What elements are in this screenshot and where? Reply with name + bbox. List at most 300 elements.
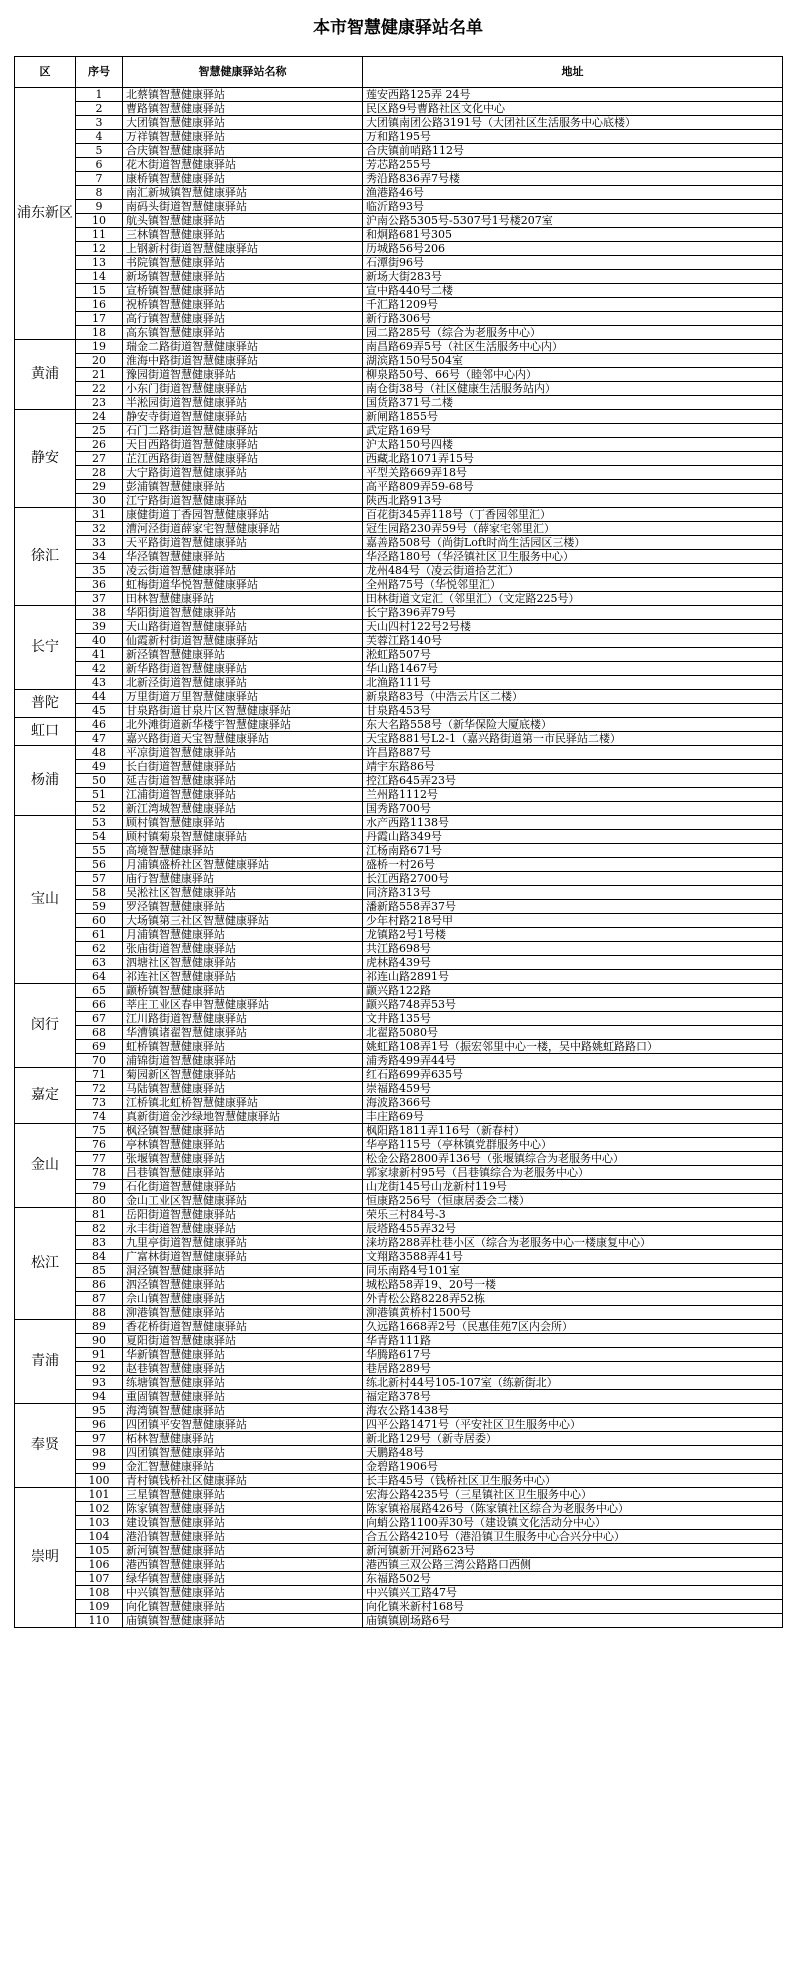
header-address: 地址 [363,57,783,88]
district-cell: 虹口 [15,718,76,746]
station-name: 长白街道智慧健康驿站 [123,760,363,774]
station-name: 岳阳街道智慧健康驿站 [123,1208,363,1222]
row-number: 82 [76,1222,123,1236]
table-row [15,760,783,774]
station-address: 芙蓉江路140号 [363,634,783,648]
station-address: 嘉善路508号（尚街Loft时尚生活园区三楼） [363,536,783,550]
row-number: 50 [76,774,123,788]
table-row [15,340,783,354]
station-address: 少年村路218号甲 [363,914,783,928]
station-name: 航头镇智慧健康驿站 [123,214,363,228]
row-number: 81 [76,1208,123,1222]
row-number: 26 [76,438,123,452]
row-number: 39 [76,620,123,634]
station-name: 香花桥街道智慧健康驿站 [123,1320,363,1334]
station-address: 虎林路439号 [363,956,783,970]
station-name: 祁连社区智慧健康驿站 [123,970,363,984]
row-number: 20 [76,354,123,368]
table-row [15,228,783,242]
station-name: 甘泉路街道甘泉片区智慧健康驿站 [123,704,363,718]
station-name: 庙行智慧健康驿站 [123,872,363,886]
station-name: 马陆镇智慧健康驿站 [123,1082,363,1096]
station-address: 万和路195号 [363,130,783,144]
station-address: 田林街道文定汇（邻里汇）（文定路225号） [363,592,783,606]
station-address: 松金公路2800弄136号（张堰镇综合为老服务中心） [363,1152,783,1166]
row-number: 106 [76,1558,123,1572]
table-row [15,1180,783,1194]
row-number: 90 [76,1334,123,1348]
station-address: 沪太路150号四楼 [363,438,783,452]
station-address: 南仓街38号（社区健康生活服务站内） [363,382,783,396]
table-row [15,1530,783,1544]
station-name: 金汇智慧健康驿站 [123,1460,363,1474]
station-name: 四团镇智慧健康驿站 [123,1446,363,1460]
table-row [15,116,783,130]
station-name: 华漕镇诸翟智慧健康驿站 [123,1026,363,1040]
station-name: 万祥镇智慧健康驿站 [123,130,363,144]
table-row [15,886,783,900]
row-number: 41 [76,648,123,662]
station-name: 北蔡镇智慧健康驿站 [123,88,363,102]
station-address: 甘泉路453号 [363,704,783,718]
row-number: 30 [76,494,123,508]
station-address: 长宁路396弄79号 [363,606,783,620]
table-row [15,144,783,158]
table-row [15,844,783,858]
station-address: 练北新村44号105-107室（练新街北） [363,1376,783,1390]
station-address: 南昌路69弄5号（社区生活服务中心内） [363,340,783,354]
station-name: 彭浦镇智慧健康驿站 [123,480,363,494]
row-number: 6 [76,158,123,172]
station-name: 大团镇智慧健康驿站 [123,116,363,130]
station-name: 泖港镇智慧健康驿站 [123,1306,363,1320]
table-row [15,676,783,690]
table-row [15,872,783,886]
station-name: 柘林智慧健康驿站 [123,1432,363,1446]
station-address: 金碧路1906号 [363,1460,783,1474]
row-number: 71 [76,1068,123,1082]
station-address: 平型关路669弄18号 [363,466,783,480]
station-name: 中兴镇智慧健康驿站 [123,1586,363,1600]
station-address: 福定路378号 [363,1390,783,1404]
table-row [15,1096,783,1110]
station-table [14,56,783,1628]
station-name: 港沿镇智慧健康驿站 [123,1530,363,1544]
table-row [15,396,783,410]
station-address: 沪南公路5305号-5307号1号楼207室 [363,214,783,228]
station-name: 淮海中路街道智慧健康驿站 [123,354,363,368]
station-address: 武定路169号 [363,424,783,438]
station-name: 港西镇智慧健康驿站 [123,1558,363,1572]
table-row [15,1586,783,1600]
station-name: 华阳街道智慧健康驿站 [123,606,363,620]
table-row [15,1390,783,1404]
row-number: 103 [76,1516,123,1530]
row-number: 102 [76,1502,123,1516]
table-row [15,494,783,508]
table-row [15,1362,783,1376]
station-address: 共江路698号 [363,942,783,956]
table-row [15,1110,783,1124]
table-row [15,284,783,298]
row-number: 11 [76,228,123,242]
station-name: 浦锦街道智慧健康驿站 [123,1054,363,1068]
table-row [15,802,783,816]
table-row [15,466,783,480]
table-row [15,620,783,634]
station-address: 辰塔路455弄32号 [363,1222,783,1236]
row-number: 8 [76,186,123,200]
table-row [15,634,783,648]
station-name: 广富林街道智慧健康驿站 [123,1250,363,1264]
station-address: 巷居路289号 [363,1362,783,1376]
table-row [15,1026,783,1040]
station-name: 万里街道万里智慧健康驿站 [123,690,363,704]
table-row [15,914,783,928]
row-number: 12 [76,242,123,256]
row-number: 32 [76,522,123,536]
row-number: 22 [76,382,123,396]
station-name: 向化镇智慧健康驿站 [123,1600,363,1614]
table-row [15,592,783,606]
station-name: 大场镇第三社区智慧健康驿站 [123,914,363,928]
station-address: 龙镇路2号1号楼 [363,928,783,942]
table-row [15,1012,783,1026]
row-number: 35 [76,564,123,578]
station-name: 上钢新村街道智慧健康驿站 [123,242,363,256]
table-row [15,970,783,984]
station-address: 华山路1467号 [363,662,783,676]
station-address: 海波路366号 [363,1096,783,1110]
table-row [15,1418,783,1432]
station-address: 控江路645弄23号 [363,774,783,788]
station-name: 合庆镇智慧健康驿站 [123,144,363,158]
station-name: 三林镇智慧健康驿站 [123,228,363,242]
table-row [15,130,783,144]
station-name: 豫园街道智慧健康驿站 [123,368,363,382]
row-number: 72 [76,1082,123,1096]
row-number: 43 [76,676,123,690]
station-name: 曹路镇智慧健康驿站 [123,102,363,116]
district-cell: 长宁 [15,606,76,690]
table-row [15,1614,783,1628]
row-number: 1 [76,88,123,102]
station-name: 江桥镇北虹桥智慧健康驿站 [123,1096,363,1110]
row-number: 65 [76,984,123,998]
station-name: 绿华镇智慧健康驿站 [123,1572,363,1586]
table-row [15,1572,783,1586]
table-row [15,1264,783,1278]
station-address: 全州路75号（华悦邻里汇） [363,578,783,592]
station-name: 大宁路街道智慧健康驿站 [123,466,363,480]
table-row [15,1222,783,1236]
table-row [15,354,783,368]
table-row [15,690,783,704]
station-address: 合庆镇前哨路112号 [363,144,783,158]
station-name: 新华路街道智慧健康驿站 [123,662,363,676]
row-number: 92 [76,1362,123,1376]
station-name: 虹梅街道华悦智慧健康驿站 [123,578,363,592]
row-number: 59 [76,900,123,914]
station-address: 枫阳路1811弄116号（新春村） [363,1124,783,1138]
station-address: 庙镇镇剧场路6号 [363,1614,783,1628]
station-address: 中兴镇兴工路47号 [363,1586,783,1600]
table-row [15,1054,783,1068]
row-number: 4 [76,130,123,144]
station-name: 华新镇智慧健康驿站 [123,1348,363,1362]
station-address: 华腾路617号 [363,1348,783,1362]
station-address: 泖港镇黄桥村1500号 [363,1306,783,1320]
row-number: 31 [76,508,123,522]
station-address: 荣乐三村84号-3 [363,1208,783,1222]
station-name: 月浦镇智慧健康驿站 [123,928,363,942]
station-address: 新行路306号 [363,312,783,326]
table-row [15,158,783,172]
station-name: 南汇新城镇智慧健康驿站 [123,186,363,200]
row-number: 14 [76,270,123,284]
table-row [15,1306,783,1320]
station-address: 四平公路1471号（平安社区卫生服务中心） [363,1418,783,1432]
station-name: 泗泾镇智慧健康驿站 [123,1278,363,1292]
table-row [15,928,783,942]
station-address: 文翔路3588弄41号 [363,1250,783,1264]
station-name: 新场镇智慧健康驿站 [123,270,363,284]
row-number: 42 [76,662,123,676]
station-address: 海农公路1438号 [363,1404,783,1418]
station-address: 外青松公路8228弄52栋 [363,1292,783,1306]
row-number: 28 [76,466,123,480]
station-name: 江浦街道智慧健康驿站 [123,788,363,802]
row-number: 38 [76,606,123,620]
table-row [15,1600,783,1614]
station-address: 国货路371号二楼 [363,396,783,410]
station-name: 高行镇智慧健康驿站 [123,312,363,326]
table-row [15,1068,783,1082]
station-address: 山龙街145号山龙新村119号 [363,1180,783,1194]
station-address: 向蛸公路1100弄30号（建设镇文化活动分中心） [363,1516,783,1530]
station-name: 南码头街道智慧健康驿站 [123,200,363,214]
table-row [15,998,783,1012]
row-number: 10 [76,214,123,228]
table-row [15,1516,783,1530]
table-row [15,1166,783,1180]
station-name: 石化街道智慧健康驿站 [123,1180,363,1194]
row-number: 25 [76,424,123,438]
station-address: 秀沿路836弄7号楼 [363,172,783,186]
station-name: 建设镇智慧健康驿站 [123,1516,363,1530]
station-address: 高平路809弄59-68号 [363,480,783,494]
station-address: 颛兴路748弄53号 [363,998,783,1012]
station-name: 新河镇智慧健康驿站 [123,1544,363,1558]
station-address: 石潭街96号 [363,256,783,270]
station-address: 宏海公路4235号（三星镇社区卫生服务中心） [363,1488,783,1502]
table-row [15,942,783,956]
row-number: 56 [76,858,123,872]
row-number: 68 [76,1026,123,1040]
table-row [15,200,783,214]
row-number: 94 [76,1390,123,1404]
station-address: 国秀路700号 [363,802,783,816]
table-row [15,1334,783,1348]
station-name: 九里亭街道智慧健康驿站 [123,1236,363,1250]
row-number: 57 [76,872,123,886]
table-row [15,88,783,102]
station-name: 新江湾城智慧健康驿站 [123,802,363,816]
station-name: 小东门街道智慧健康驿站 [123,382,363,396]
station-name: 嘉兴路街道天宝智慧健康驿站 [123,732,363,746]
row-number: 44 [76,690,123,704]
row-number: 87 [76,1292,123,1306]
row-number: 19 [76,340,123,354]
station-address: 历城路56号206 [363,242,783,256]
row-number: 36 [76,578,123,592]
station-name: 江川路街道智慧健康驿站 [123,1012,363,1026]
station-name: 真新街道金沙绿地智慧健康驿站 [123,1110,363,1124]
table-row [15,1278,783,1292]
table-row [15,746,783,760]
row-number: 70 [76,1054,123,1068]
station-name: 高东镇智慧健康驿站 [123,326,363,340]
station-address: 华泾路180号（华泾镇社区卫生服务中心） [363,550,783,564]
station-name: 康健街道丁香园智慧健康驿站 [123,508,363,522]
table-row [15,1124,783,1138]
station-address: 陕西北路913号 [363,494,783,508]
station-name: 北外滩街道新华楼宇智慧健康驿站 [123,718,363,732]
station-address: 姚虹路108弄1号（振宏邻里中心一楼，吴中路姚虹路路口） [363,1040,783,1054]
station-name: 书院镇智慧健康驿站 [123,256,363,270]
station-name: 顾村镇菊泉智慧健康驿站 [123,830,363,844]
station-address: 冠生园路230弄59号（薛家宅邻里汇） [363,522,783,536]
row-number: 23 [76,396,123,410]
row-number: 34 [76,550,123,564]
row-number: 75 [76,1124,123,1138]
station-address: 久远路1668弄2号（民惠佳苑7区内会所） [363,1320,783,1334]
table-row [15,1544,783,1558]
station-name: 高境智慧健康驿站 [123,844,363,858]
table-row [15,1194,783,1208]
row-number: 29 [76,480,123,494]
station-address: 长丰路45号（钱桥社区卫生服务中心） [363,1474,783,1488]
station-name: 庙镇镇智慧健康驿站 [123,1614,363,1628]
row-number: 17 [76,312,123,326]
station-address: 长江西路2700号 [363,872,783,886]
row-number: 9 [76,200,123,214]
row-number: 55 [76,844,123,858]
station-address: 莲安西路125弄 24号 [363,88,783,102]
district-cell: 嘉定 [15,1068,76,1124]
row-number: 76 [76,1138,123,1152]
station-name: 颛桥镇智慧健康驿站 [123,984,363,998]
station-name: 吴淞社区智慧健康驿站 [123,886,363,900]
row-number: 84 [76,1250,123,1264]
table-row [15,1152,783,1166]
table-row [15,424,783,438]
district-cell: 普陀 [15,690,76,718]
station-name: 田林智慧健康驿站 [123,592,363,606]
row-number: 108 [76,1586,123,1600]
table-row [15,1250,783,1264]
row-number: 53 [76,816,123,830]
table-row [15,1236,783,1250]
table-row [15,1138,783,1152]
district-cell: 青浦 [15,1320,76,1404]
station-name: 华泾镇智慧健康驿站 [123,550,363,564]
station-address: 新泉路83号（中浩云片区二楼） [363,690,783,704]
station-address: 华亭路115号（亭林镇党群服务中心） [363,1138,783,1152]
station-name: 康桥镇智慧健康驿站 [123,172,363,186]
table-row [15,1446,783,1460]
station-address: 百花街345弄118号（丁香园邻里汇） [363,508,783,522]
station-address: 同乐南路4号101室 [363,1264,783,1278]
station-address: 靖宇东路86号 [363,760,783,774]
table-row [15,256,783,270]
table-row [15,438,783,452]
row-number: 66 [76,998,123,1012]
table-row [15,1376,783,1390]
row-number: 74 [76,1110,123,1124]
station-address: 东大名路558号（新华保险大厦底楼） [363,718,783,732]
row-number: 77 [76,1152,123,1166]
row-number: 105 [76,1544,123,1558]
station-name: 江宁路街道智慧健康驿站 [123,494,363,508]
station-address: 龙州484号（凌云街道拾艺汇） [363,564,783,578]
station-address: 和炯路681号305 [363,228,783,242]
station-name: 佘山镇智慧健康驿站 [123,1292,363,1306]
station-name: 祝桥镇智慧健康驿站 [123,298,363,312]
table-row [15,858,783,872]
station-address: 许昌路887号 [363,746,783,760]
station-name: 天平路街道智慧健康驿站 [123,536,363,550]
header-number: 序号 [76,57,123,88]
row-number: 15 [76,284,123,298]
row-number: 27 [76,452,123,466]
station-address: 潘新路558弄37号 [363,900,783,914]
row-number: 110 [76,1614,123,1628]
station-name: 北新泾街道智慧健康驿站 [123,676,363,690]
station-name: 芷江西路街道智慧健康驿站 [123,452,363,466]
station-address: 水产西路1138号 [363,816,783,830]
station-address: 郭家埭新村95号（吕巷镇综合为老服务中心） [363,1166,783,1180]
table-row [15,410,783,424]
row-number: 86 [76,1278,123,1292]
station-address: 文井路135号 [363,1012,783,1026]
station-address: 江杨南路671号 [363,844,783,858]
station-name: 新泾镇智慧健康驿站 [123,648,363,662]
district-cell: 浦东新区 [15,88,76,340]
table-row [15,172,783,186]
station-name: 夏阳街道智慧健康驿站 [123,1334,363,1348]
station-name: 月浦镇盛桥社区智慧健康驿站 [123,858,363,872]
station-name: 半淞园街道智慧健康驿站 [123,396,363,410]
station-name: 罗泾镇智慧健康驿站 [123,900,363,914]
station-name: 凌云街道智慧健康驿站 [123,564,363,578]
district-cell: 静安 [15,410,76,508]
station-name: 吕巷镇智慧健康驿站 [123,1166,363,1180]
row-number: 78 [76,1166,123,1180]
table-row [15,1460,783,1474]
row-number: 100 [76,1474,123,1488]
table-row [15,1558,783,1572]
table-row [15,1432,783,1446]
table-row [15,956,783,970]
row-number: 16 [76,298,123,312]
table-row [15,1320,783,1334]
row-number: 101 [76,1488,123,1502]
header-station-name: 智慧健康驿站名称 [123,57,363,88]
station-address: 新北路129号（新寺居委） [363,1432,783,1446]
table-row [15,830,783,844]
district-cell: 奉贤 [15,1404,76,1488]
